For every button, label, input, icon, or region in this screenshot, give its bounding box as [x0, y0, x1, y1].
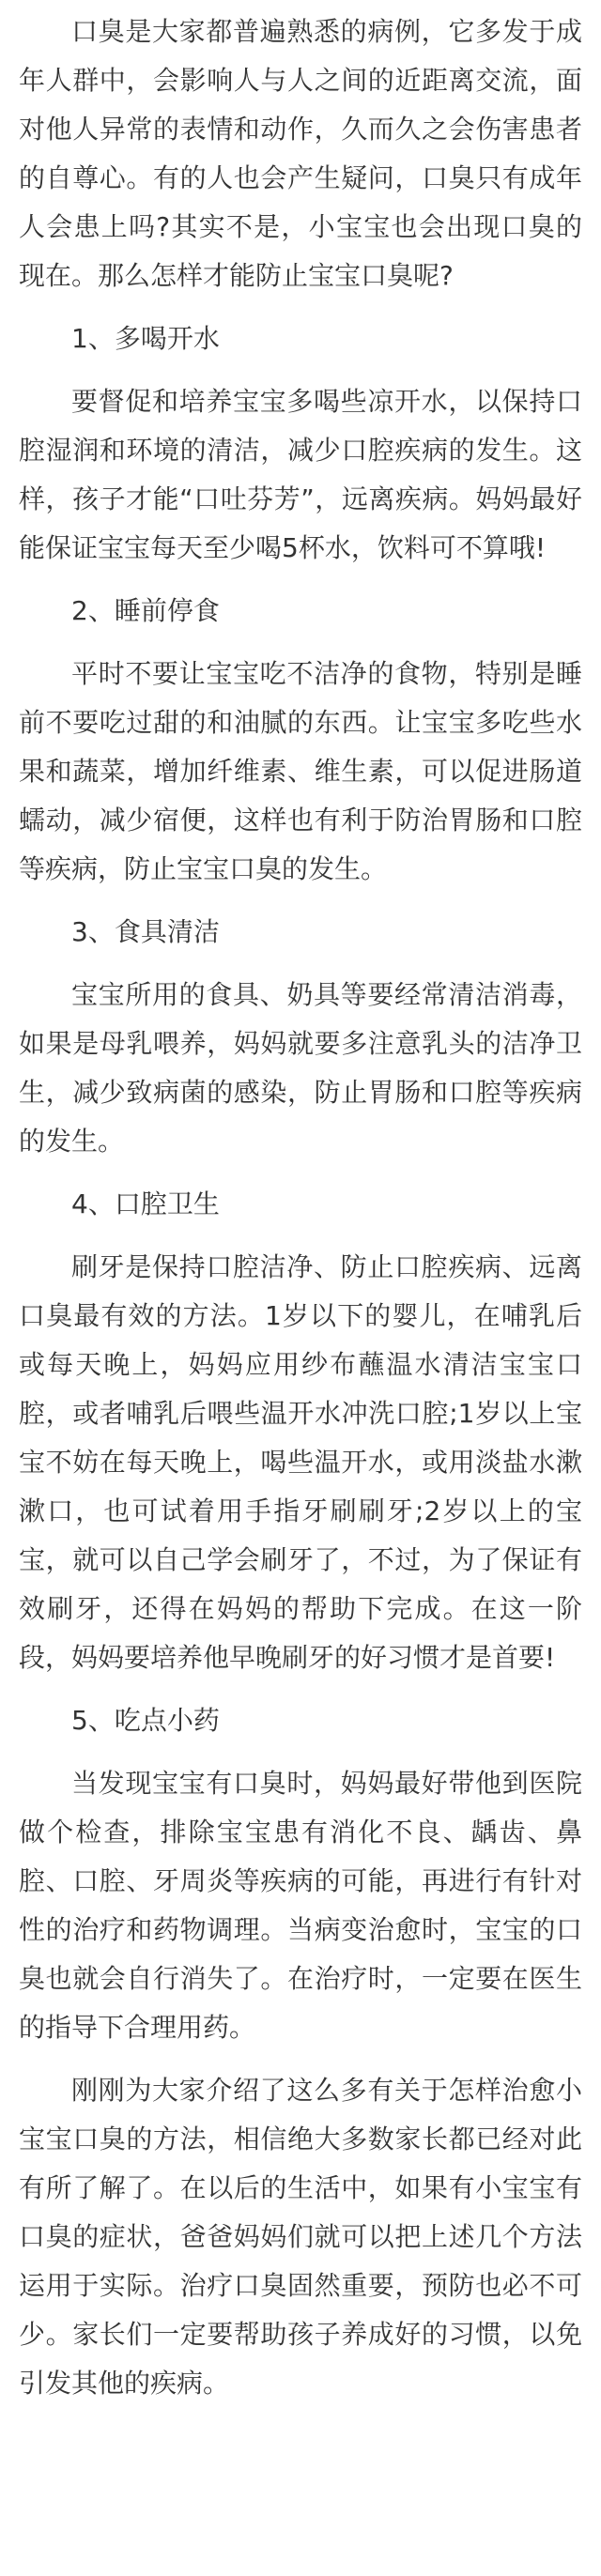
section-heading-oral-hygiene: 4、口腔卫生	[71, 1188, 220, 1219]
section-heading-drink-water: 1、多喝开水	[71, 323, 220, 354]
section-paragraph-clean-utensils: 宝宝所用的食具、奶具等要经常清洁消毒，如果是母乳喂养，妈妈就要多注意乳头的洁净卫生，减少致病菌的感染，防止胃肠和口腔等疾病的发生。	[19, 979, 582, 1157]
section-heading-medicine: 5、吃点小药	[71, 1705, 220, 1736]
section-paragraph-no-food-before-sleep: 平时不要让宝宝吃不洁净的食物，特别是睡前不要吃过甜的和油腻的东西。让宝宝多吃些水果和蔬菜，增加纤维素、维生素，可以促进肠道蠕动，减少宿便，这样也有利于防治胃肠和口腔等疾病，防止宝宝口臭的发生。	[19, 658, 582, 884]
section-heading-clean-utensils: 3、食具清洁	[71, 916, 220, 947]
section-paragraph-drink-water: 要督促和培养宝宝多喝些凉开水，以保持口腔湿润和环境的清洁，减少口腔疾病的发生。这样，孩子才能“口吐芬芳”，远离疾病。妈妈最好能保证宝宝每天至少喝5杯水，饮料可不算哦!	[19, 386, 582, 563]
section-heading-no-food-before-sleep: 2、睡前停食	[71, 595, 220, 626]
conclusion-paragraph: 刚刚为大家介绍了这么多有关于怎样治愈小宝宝口臭的方法，相信绝大多数家长都已经对此有所了解了。在以后的生活中，如果有小宝宝有口臭的症状，爸爸妈妈们就可以把上述几个方法运用于实际。治疗口臭固然重要，预防也必不可少。家长们一定要帮助孩子养成好的习惯，以免引发其他的疾病。	[19, 2075, 582, 2399]
intro-paragraph: 口臭是大家都普遍熟悉的病例，它多发于成年人群中，会影响人与人之间的近距离交流，面对他人异常的表情和动作，久而久之会伤害患者的自尊心。有的人也会产生疑问，口臭只有成年人会患上吗?其实不是，小宝宝也会出现口臭的现在。那么怎样才能防止宝宝口臭呢?	[19, 16, 582, 291]
section-paragraph-medicine: 当发现宝宝有口臭时，妈妈最好带他到医院做个检查，排除宝宝患有消化不良、龋齿、鼻腔、口腔、牙周炎等疾病的可能，再进行有针对性的治疗和药物调理。当病变治愈时，宝宝的口臭也就会自行消失了。在治疗时，一定要在医生的指导下合理用药。	[19, 1768, 582, 2043]
section-paragraph-oral-hygiene: 刷牙是保持口腔洁净、防止口腔疾病、远离口臭最有效的方法。1岁以下的婴儿，在哺乳后或每天晚上，妈妈应用纱布蘸温水清洁宝宝口腔，或者哺乳后喂些温开水冲洗口腔;1岁以上宝宝不妨在每天晚上，喝些温开水，或用淡盐水漱漱口，也可试着用手指牙刷刷牙;2岁以上的宝宝，就可以自己学会刷牙了，不过，为了保证有效刷牙，还得在妈妈的帮助下完成。在这一阶段，妈妈要培养他早晚刷牙的好习惯才是首要!	[19, 1251, 582, 1673]
